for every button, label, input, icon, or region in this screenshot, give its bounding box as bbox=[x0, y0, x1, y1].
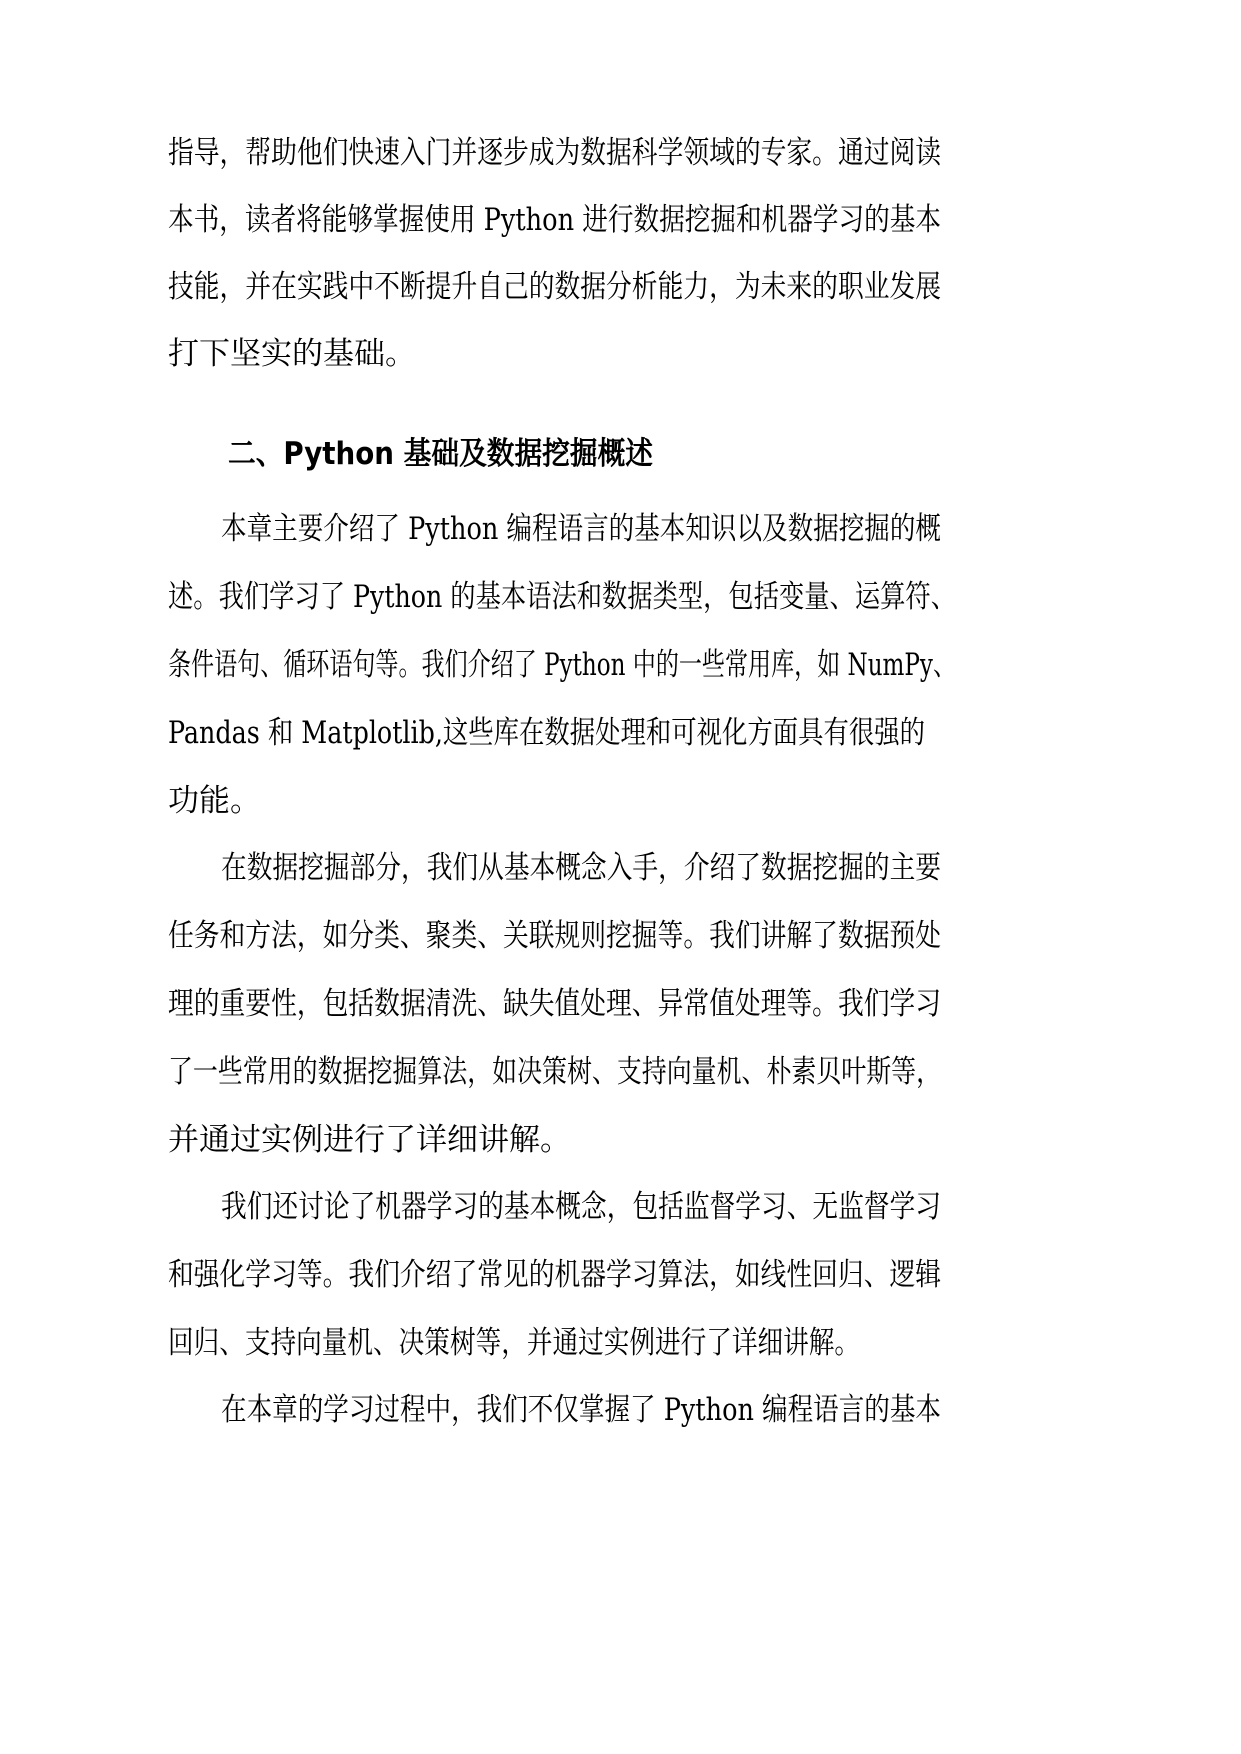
text-line: 并通过实例进行了详细讲解。 bbox=[168, 1122, 571, 1158]
paragraph-1-line-1 bbox=[0, 509, 1241, 549]
text-line: 在数据挖掘部分，我们从基本概念入手，介绍了数据挖掘的主要 bbox=[221, 850, 942, 886]
paragraph-2-line-3 bbox=[0, 984, 1241, 1024]
text-line: 功能。 bbox=[168, 783, 261, 819]
text-line: 述。我们学习了 Python 的基本语法和数据类型，包括变量、运算符、 bbox=[168, 579, 956, 615]
intro-line-1 bbox=[0, 133, 1241, 173]
text-line: 打下坚实的基础。 bbox=[168, 336, 416, 372]
paragraph-1-line-5 bbox=[0, 781, 1241, 821]
text-line: 任务和方法，如分类、聚类、关联规则挖掘等。我们讲解了数据预处 bbox=[168, 918, 942, 954]
intro-line-3 bbox=[0, 267, 1241, 307]
paragraph-1-line-2 bbox=[0, 577, 1241, 617]
text-line: 理的重要性，包括数据清洗、缺失值处理、异常值处理等。我们学习 bbox=[168, 986, 942, 1022]
paragraph-1-line-3 bbox=[0, 645, 1241, 685]
text-line: 我们还讨论了机器学习的基本概念，包括监督学习、无监督学习 bbox=[221, 1189, 942, 1225]
paragraph-1-line-4 bbox=[0, 713, 1241, 753]
text-line: 本章主要介绍了 Python 编程语言的基本知识以及数据挖掘的概 bbox=[221, 511, 941, 547]
text-line: 技能，并在实践中不断提升自己的数据分析能力，为未来的职业发展 bbox=[168, 269, 942, 305]
paragraph-2-line-5 bbox=[0, 1120, 1241, 1160]
text-line: 条件语句、循环语句等。我们介绍了 Python 中的一些常用库，如 NumPy、 bbox=[168, 647, 956, 683]
paragraph-2-line-4 bbox=[0, 1052, 1241, 1092]
paragraph-3-line-3 bbox=[0, 1323, 1241, 1363]
text-line: 和强化学习等。我们介绍了常见的机器学习算法，如线性回归、逻辑 bbox=[168, 1257, 942, 1293]
section-heading bbox=[0, 433, 1241, 475]
section-heading-text: 二、Python 基础及数据挖掘概述 bbox=[228, 436, 654, 472]
intro-line-4 bbox=[0, 334, 1241, 374]
paragraph-2-line-1 bbox=[0, 848, 1241, 888]
text-line: 了一些常用的数据挖掘算法，如决策树、支持向量机、朴素贝叶斯等， bbox=[168, 1054, 942, 1090]
paragraph-2-line-2 bbox=[0, 916, 1241, 956]
paragraph-3-line-1 bbox=[0, 1187, 1241, 1227]
text-line: 本书，读者将能够掌握使用 Python 进行数据挖掘和机器学习的基本 bbox=[168, 202, 941, 238]
text-line: 回归、支持向量机、决策树等，并通过实例进行了详细讲解。 bbox=[168, 1325, 861, 1361]
text-line: 指导，帮助他们快速入门并逐步成为数据科学领域的专家。通过阅读 bbox=[168, 135, 942, 171]
text-line: 在本章的学习过程中，我们不仅掌握了 Python 编程语言的基本 bbox=[221, 1392, 941, 1428]
intro-line-2 bbox=[0, 200, 1241, 240]
text-line: Pandas 和 Matplotlib,这些库在数据处理和可视化方面具有很强的 bbox=[168, 715, 925, 751]
paragraph-4-line-1 bbox=[0, 1390, 1241, 1430]
paragraph-3-line-2 bbox=[0, 1255, 1241, 1295]
